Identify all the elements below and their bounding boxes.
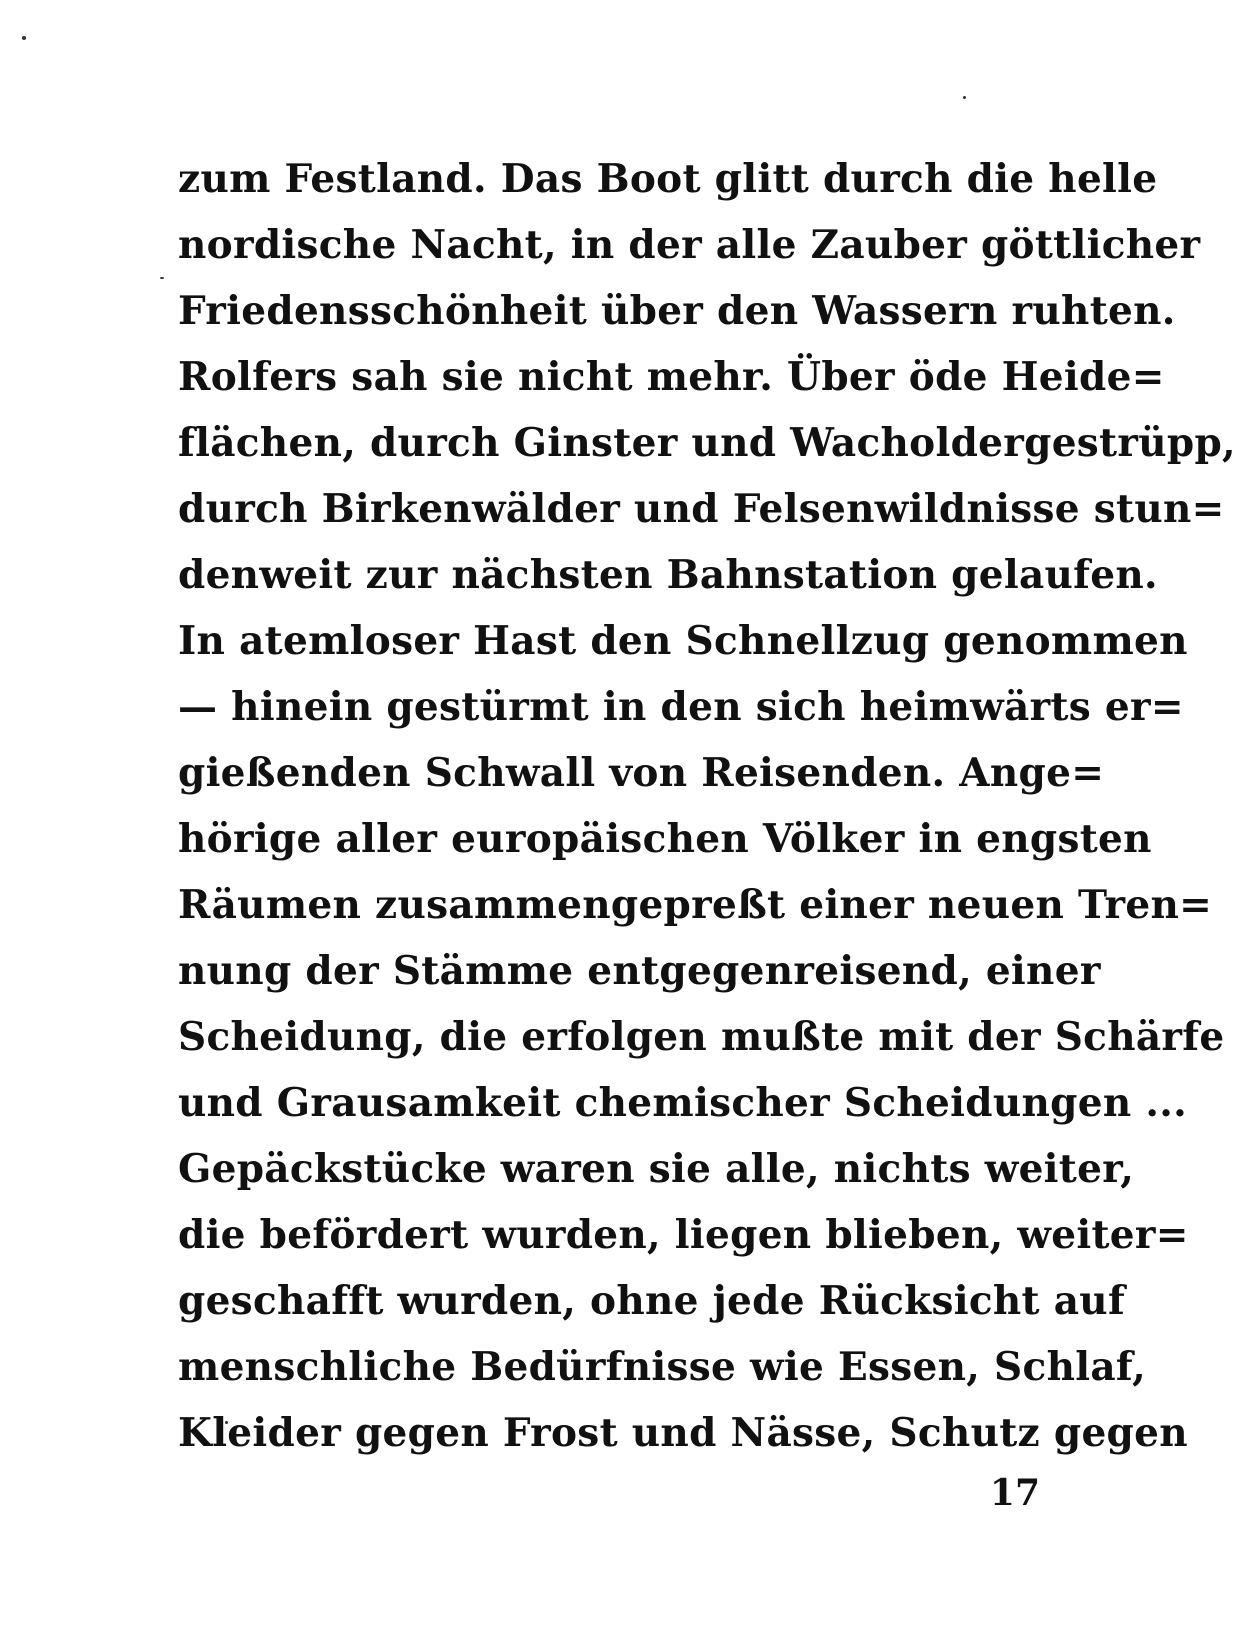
text-line: nung der Stämme entgegenreisend, einer <box>178 948 1101 994</box>
text-line: zum Festland. Das Boot glitt durch die helle <box>178 156 1158 202</box>
text-line: Scheidung, die erfolgen mußte mit der Schärfe <box>178 1014 1225 1060</box>
scan-speck <box>963 96 966 99</box>
text-line: flächen, durch Ginster und Wacholdergestrüpp, <box>178 420 1236 466</box>
text-line: geschafft wurden, ohne jede Rücksicht auf <box>178 1278 1126 1324</box>
text-line: menschliche Bedürfnisse wie Essen, Schlaf, <box>178 1344 1147 1390</box>
text-line: Kleider gegen Frost und Nässe, Schutz gegen <box>178 1410 1188 1456</box>
text-line: und Grausamkeit chemischer Scheidungen ... <box>178 1080 1187 1126</box>
text-line: denweit zur nächsten Bahnstation gelaufen. <box>178 552 1158 598</box>
text-line: hörige aller europäischen Völker in engsten <box>178 816 1152 862</box>
text-line: gießenden Schwall von Reisenden. Ange= <box>178 750 1105 796</box>
body-text <box>178 146 1236 1466</box>
page-number: 17 <box>989 1472 1040 1514</box>
text-line: die befördert wurden, liegen blieben, weiter= <box>178 1212 1189 1258</box>
scan-speck <box>160 277 164 279</box>
text-line: — hinein gestürmt in den sich heimwärts er= <box>178 684 1184 730</box>
text-line: durch Birkenwälder und Felsenwildnisse stun= <box>178 486 1225 532</box>
text-line: Räumen zusammengepreßt einer neuen Tren= <box>178 882 1213 928</box>
text-line: Gepäckstücke waren sie alle, nichts weiter, <box>178 1146 1135 1192</box>
text-line: In atemloser Hast den Schnellzug genommen <box>178 618 1188 664</box>
scan-speck <box>22 36 26 40</box>
text-line: Rolfers sah sie nicht mehr. Über öde Heide= <box>178 354 1165 400</box>
text-line: nordische Nacht, in der alle Zauber göttlicher <box>178 222 1201 268</box>
text-line: Friedensschönheit über den Wassern ruhten. <box>178 288 1176 334</box>
